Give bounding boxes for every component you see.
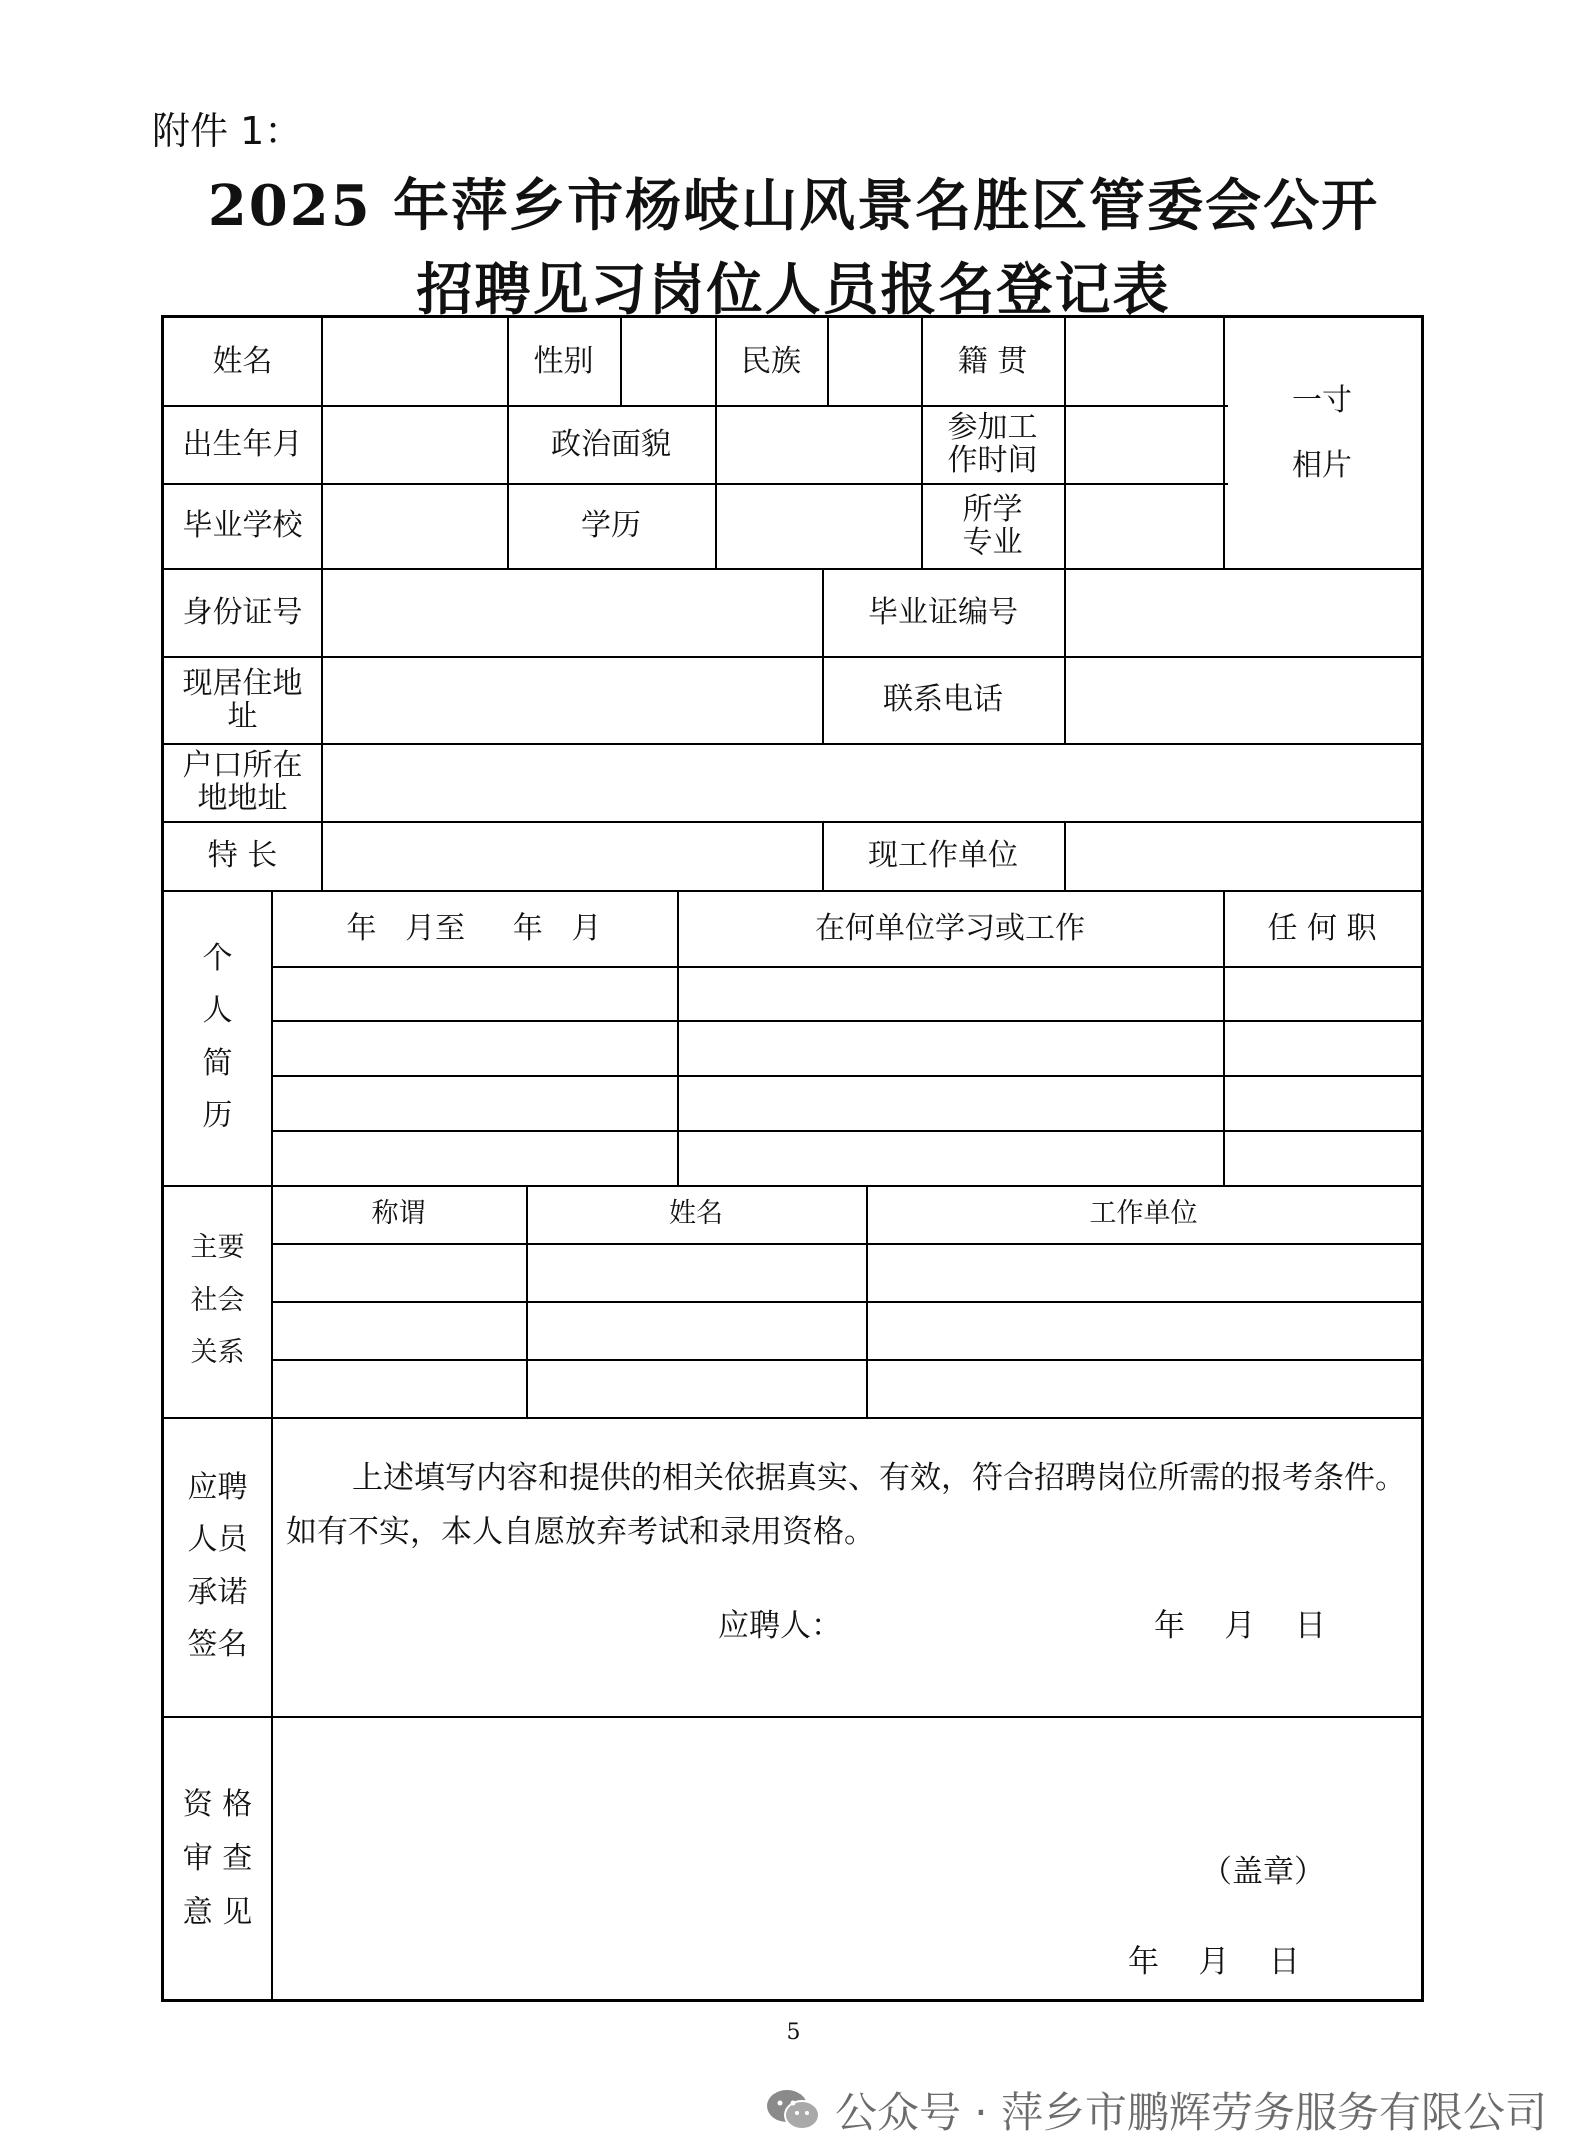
- current-employer-label: 现工作单位: [868, 838, 1018, 873]
- pledge-section-label: 应聘 人员 承诺 签名: [187, 1469, 248, 1662]
- resume-unit-header: 在何单位学习或工作: [815, 910, 1085, 946]
- birth-date-label: 出生年月: [182, 426, 303, 462]
- watermark: [765, 2080, 1547, 2140]
- relations-name-header: 姓名: [669, 1198, 723, 1230]
- phone-label: 联系电话: [883, 682, 1003, 717]
- relations-title-header: 称谓: [371, 1198, 426, 1230]
- gender-label: 性别: [533, 344, 594, 379]
- work-start-label: 参加工 作时间: [947, 410, 1038, 478]
- school-label: 毕业学校: [182, 508, 303, 543]
- resume-position-header: 任 何 职: [1267, 910, 1377, 946]
- ethnicity-label: 民族: [741, 344, 801, 379]
- page-title-line2: 招聘见习岗位人员报名登记表: [416, 257, 1171, 323]
- relations-work-header: 工作单位: [1089, 1198, 1198, 1230]
- education-label: 学历: [581, 508, 641, 543]
- page-title-line1: 2025 年萍乡市杨岐山风景名胜区管委会公开: [207, 173, 1380, 239]
- name-label: 姓名: [212, 344, 273, 379]
- native-place-label: 籍 贯: [957, 344, 1028, 379]
- address-label: 现居住地 址: [182, 665, 303, 734]
- photo-label-line2: 相片: [1292, 447, 1352, 483]
- review-seal: （盖章）: [1201, 1854, 1325, 1890]
- relations-section-label: 主要 社会 关系: [190, 1232, 245, 1369]
- wechat-icon: [765, 2087, 821, 2133]
- review-date: 年 月 日: [1128, 1944, 1300, 1980]
- resume-section-label: 个 人 简 历: [202, 940, 233, 1133]
- pledge-text-line2: 如有不实，本人自愿放弃考试和录用资格。: [286, 1514, 875, 1550]
- registration-form-table: [161, 315, 1424, 2002]
- id-number-label: 身份证号: [182, 594, 303, 630]
- political-status-label: 政治面貌: [551, 426, 671, 462]
- attachment-label: 附件 1：: [152, 109, 303, 153]
- photo-label-line1: 一寸: [1292, 382, 1352, 418]
- diploma-number-label: 毕业证编号: [868, 594, 1018, 630]
- resume-period-header: 年 月至 年 月: [346, 910, 602, 946]
- pledge-signer-label: 应聘人：: [718, 1608, 842, 1644]
- review-section-label: 资 格 审 查 意 见: [182, 1787, 253, 1930]
- watermark-text: 公众号 · 萍乡市鹏辉劳务服务有限公司: [834, 2088, 1547, 2137]
- pledge-text-line1: 上述填写内容和提供的相关依据真实、有效，符合招聘岗位所需的报考条件。: [352, 1460, 1406, 1496]
- pledge-date: 年 月 日: [1154, 1608, 1326, 1644]
- page-number: 5: [786, 2020, 801, 2045]
- hukou-address-label: 户口所在 地地址: [182, 748, 303, 816]
- major-label: 所学 专业: [962, 491, 1023, 560]
- specialty-label: 特 长: [207, 838, 278, 873]
